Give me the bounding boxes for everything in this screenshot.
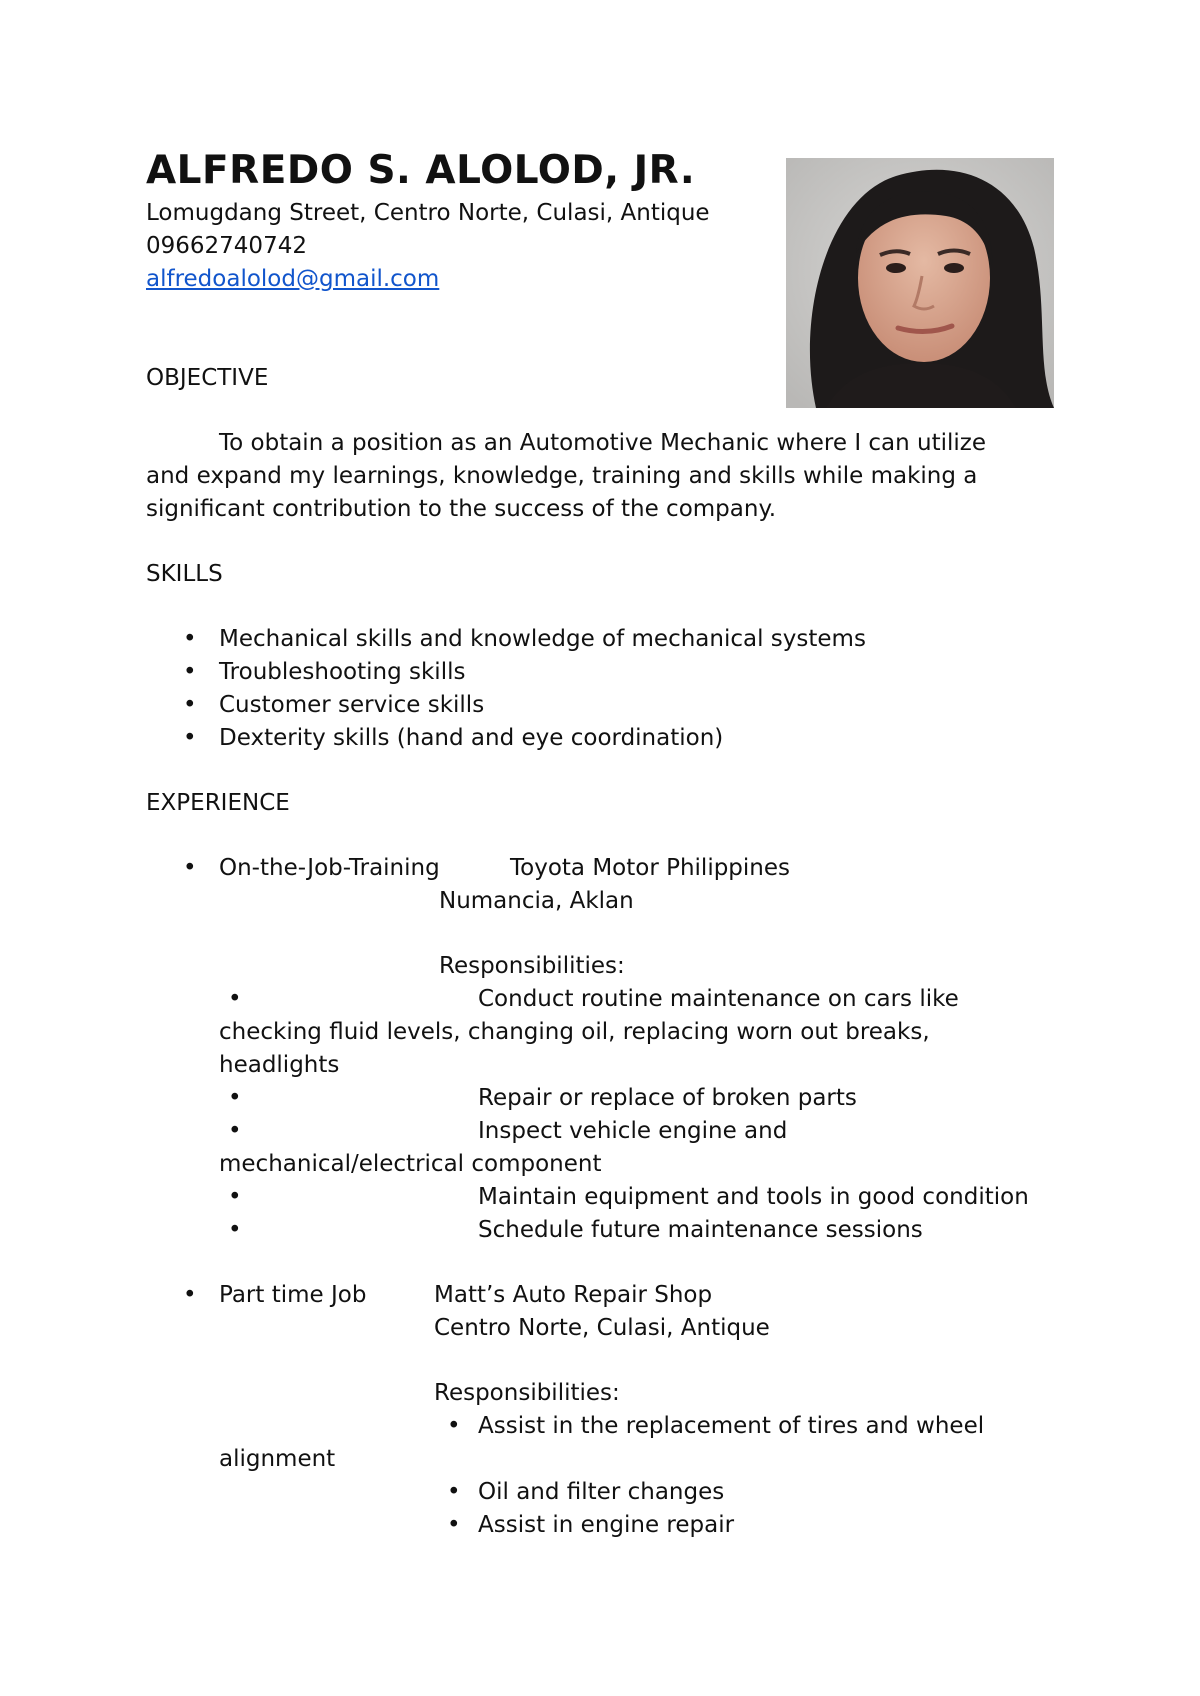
applicant-name: ALFREDO S. ALOLOD, JR. (146, 148, 696, 193)
responsibility-item: Inspect vehicle engine and (478, 1118, 788, 1144)
responsibility-item: Assist in engine repair (478, 1512, 735, 1538)
responsibility-item: Repair or replace of broken parts (478, 1085, 857, 1111)
bullet-icon (183, 852, 197, 885)
address: Lomugdang Street, Centro Norte, Culasi, Antique (146, 200, 710, 226)
job-location: Numancia, Aklan (439, 888, 634, 914)
skill-item: Dexterity skills (hand and eye coordination) (219, 725, 724, 751)
skill-item: Mechanical skills and knowledge of mechanical systems (219, 626, 866, 652)
objective-line-1: To obtain a position as an Automotive Mechanic where I can utilize (219, 430, 987, 456)
responsibility-item-continued: headlights (219, 1052, 340, 1078)
responsibility-item-continued: checking fluid levels, changing oil, replacing worn out breaks, (219, 1019, 930, 1045)
job-company: Matt’s Auto Repair Shop (434, 1282, 713, 1308)
bullet-icon (183, 656, 197, 689)
skills-heading: SKILLS (146, 561, 223, 587)
phone-number: 09662740742 (146, 233, 307, 259)
bullet-icon (228, 1115, 242, 1148)
responsibility-item-continued: mechanical/electrical component (219, 1151, 602, 1177)
job-type: On-the-Job-Training (219, 855, 440, 881)
responsibility-item-continued: alignment (219, 1446, 336, 1472)
bullet-icon (447, 1476, 461, 1509)
responsibility-item: Maintain equipment and tools in good condition (478, 1184, 1029, 1210)
responsibility-item: Oil and filter changes (478, 1479, 725, 1505)
objective-line-3: significant contribution to the success of the company. (146, 496, 777, 522)
bullet-icon (228, 983, 242, 1016)
bullet-icon (447, 1410, 461, 1443)
objective-heading: OBJECTIVE (146, 365, 269, 391)
skill-item: Customer service skills (219, 692, 485, 718)
skill-item: Troubleshooting skills (219, 659, 466, 685)
bullet-icon (228, 1214, 242, 1247)
bullet-icon (183, 689, 197, 722)
responsibilities-label: Responsibilities: (434, 1380, 620, 1406)
responsibilities-label: Responsibilities: (439, 953, 625, 979)
bullet-icon (447, 1509, 461, 1542)
email-link[interactable]: alfredoalolod@gmail.com (146, 266, 440, 292)
job-location: Centro Norte, Culasi, Antique (434, 1315, 770, 1341)
bullet-icon (183, 1279, 197, 1312)
responsibility-item: Schedule future maintenance sessions (478, 1217, 923, 1243)
profile-photo-illustration (786, 158, 1054, 408)
profile-photo (786, 158, 1054, 408)
job-type: Part time Job (219, 1282, 367, 1308)
objective-line-2: and expand my learnings, knowledge, training and skills while making a (146, 463, 978, 489)
job-company: Toyota Motor Philippines (510, 855, 791, 881)
responsibility-item: Conduct routine maintenance on cars like (478, 986, 959, 1012)
bullet-icon (228, 1181, 242, 1214)
bullet-icon (183, 722, 197, 755)
bullet-icon (183, 623, 197, 656)
responsibility-item: Assist in the replacement of tires and wheel (478, 1413, 985, 1439)
experience-heading: EXPERIENCE (146, 790, 290, 816)
bullet-icon (228, 1082, 242, 1115)
